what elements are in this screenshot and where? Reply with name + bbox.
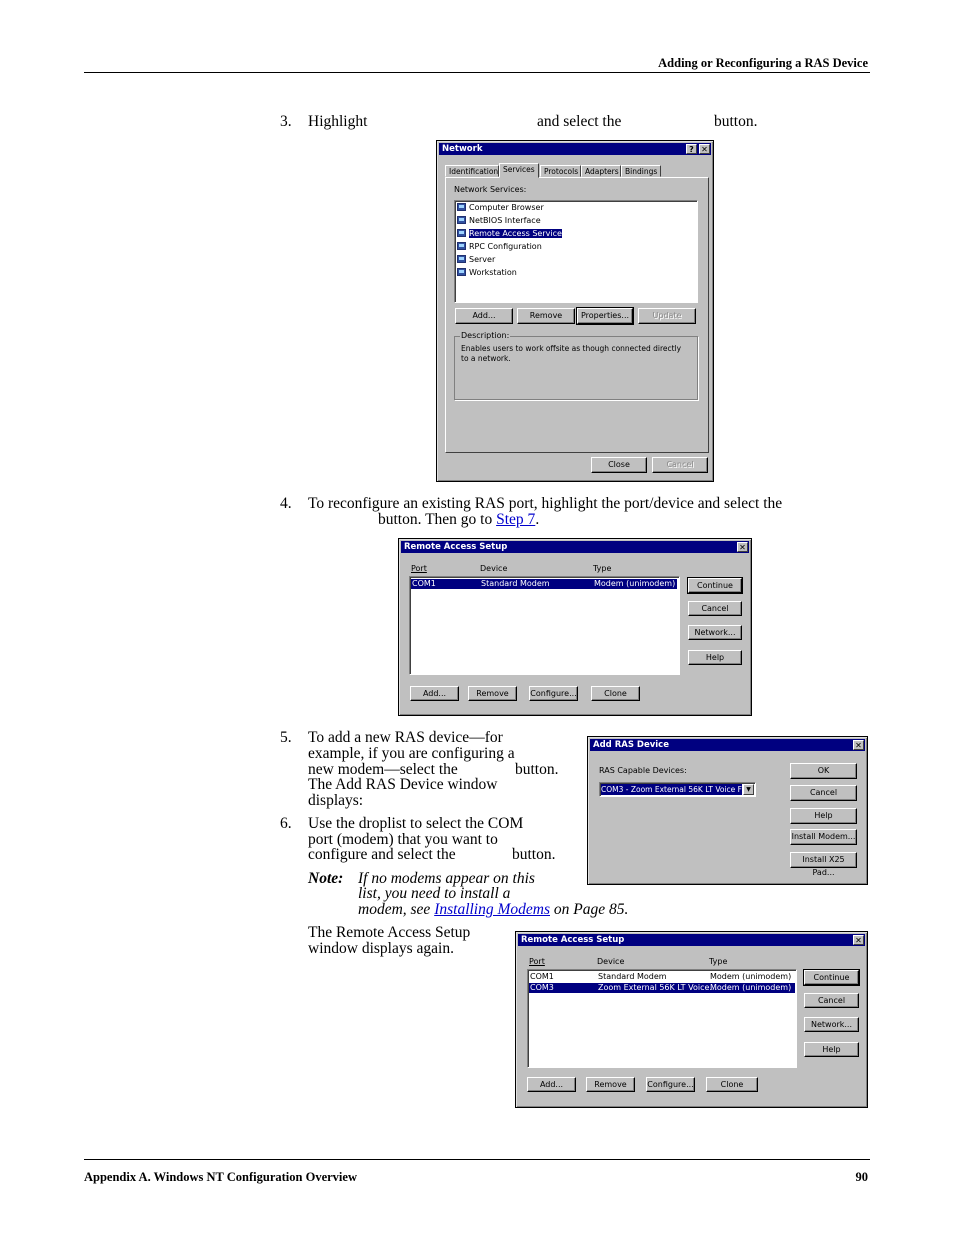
add-ras-title: Add RAS Device xyxy=(593,740,669,750)
add-button[interactable]: Add... xyxy=(455,308,513,324)
tab-bindings[interactable]: Bindings xyxy=(621,165,661,177)
close-icon[interactable]: ✕ xyxy=(737,542,748,552)
step-5-l5: displays: xyxy=(308,792,364,809)
list-item[interactable]: NetBIOS Interface xyxy=(457,216,541,226)
ports-list[interactable] xyxy=(409,576,680,675)
ras-setup-2-title: Remote Access Setup xyxy=(521,935,625,945)
step-6-l3b: button. xyxy=(512,846,556,863)
computer-icon xyxy=(457,229,466,237)
step-4-line1: To reconfigure an existing RAS port, highlight the port/device and select the xyxy=(308,495,783,512)
header-rule xyxy=(84,72,870,73)
install-x25-pad-button[interactable]: Install X25 Pad... xyxy=(790,852,857,868)
remove-button[interactable]: Remove xyxy=(517,308,575,324)
step-5-l4: The Add RAS Device window xyxy=(308,776,498,793)
step-6-l3a: configure and select the xyxy=(308,846,456,863)
update-button[interactable]: Update xyxy=(638,308,696,324)
add-button[interactable]: Add... xyxy=(527,1077,576,1092)
step-7-link[interactable]: Step 7 xyxy=(496,511,536,528)
continue-button[interactable]: Continue xyxy=(804,970,859,985)
computer-icon xyxy=(457,255,466,263)
clone-button[interactable]: Clone xyxy=(591,686,640,701)
network-button[interactable]: Network... xyxy=(804,1017,859,1032)
col-device: Device xyxy=(480,564,508,573)
configure-button[interactable]: Configure... xyxy=(529,686,578,701)
network-dialog xyxy=(436,140,714,482)
step-3-text-b: and select the xyxy=(537,113,622,130)
clone-button[interactable]: Clone xyxy=(706,1077,758,1092)
footer-rule xyxy=(84,1159,870,1160)
tab-identification[interactable]: Identification xyxy=(445,165,499,177)
tab-adapters[interactable]: Adapters xyxy=(581,165,621,177)
list-item[interactable]: RPC Configuration xyxy=(457,242,542,252)
note-l3: modem, see Installing Modems on Page 85. xyxy=(358,901,629,918)
col-port: Port xyxy=(411,564,427,573)
step-5-l2: example, if you are configuring a xyxy=(308,745,515,762)
ras-device-selected: COM3 - Zoom External 56K LT Voice F xyxy=(601,785,742,794)
cancel-button[interactable]: Cancel xyxy=(688,601,742,616)
add-ras-title-bar xyxy=(590,739,865,751)
ras-devices-select[interactable] xyxy=(599,782,756,797)
step-5-l1: To add a new RAS device—for xyxy=(308,729,503,746)
col-device: Device xyxy=(597,957,625,966)
help-button[interactable]: ? xyxy=(686,144,697,154)
help-button[interactable]: Help xyxy=(688,650,742,665)
add-button[interactable]: Add... xyxy=(410,686,459,701)
table-row[interactable]: COM1 Standard Modem Modem (unimodem) xyxy=(412,579,676,588)
step-3-number: 3. xyxy=(280,113,292,130)
table-row-selected[interactable]: COM3 Zoom External 56K LT Voice... Modem (unimodem) xyxy=(529,983,795,993)
installing-modems-link[interactable]: Installing Modems xyxy=(434,901,550,918)
col-port: Port xyxy=(529,957,545,966)
network-title: Network xyxy=(442,144,483,154)
network-title-bar xyxy=(439,143,711,155)
step-5-l3b: button. xyxy=(515,761,559,778)
cancel-button[interactable]: Cancel xyxy=(804,993,859,1008)
network-button[interactable]: Network... xyxy=(688,625,742,640)
add-ras-device-dialog xyxy=(587,736,868,885)
ras-setup-2-title-bar xyxy=(518,934,865,946)
remove-button[interactable]: Remove xyxy=(468,686,517,701)
step-5-l3a: new modem—select the xyxy=(308,761,458,778)
col-type: Type xyxy=(593,564,612,573)
step-6-l2: port (modem) that you want to xyxy=(308,831,498,848)
properties-button[interactable]: Properties... xyxy=(577,308,633,324)
remote-access-setup-dialog-2 xyxy=(515,931,868,1108)
step-4-line2: button. Then go to Step 7. xyxy=(378,511,540,528)
ras-setup-title-bar xyxy=(401,541,749,553)
remove-button[interactable]: Remove xyxy=(586,1077,635,1092)
step-3-text-c: button. xyxy=(714,113,758,130)
install-modem-button[interactable]: Install Modem... xyxy=(790,829,857,845)
step-6-number: 6. xyxy=(280,815,292,832)
chevron-down-icon[interactable]: ▼ xyxy=(743,784,754,795)
continue-button[interactable]: Continue xyxy=(688,578,742,593)
list-item[interactable]: Computer Browser xyxy=(457,203,544,213)
list-item[interactable]: Server xyxy=(457,255,495,265)
tab-services[interactable]: Services xyxy=(499,163,539,178)
again-l2: window displays again. xyxy=(308,940,454,957)
computer-icon xyxy=(457,242,466,250)
note-label: Note: xyxy=(308,870,344,887)
configure-button[interactable]: Configure... xyxy=(646,1077,695,1092)
help-button[interactable]: Help xyxy=(804,1042,859,1057)
services-label: Network Services: xyxy=(454,185,527,194)
ras-setup-title: Remote Access Setup xyxy=(404,542,508,552)
footer-left: Appendix A. Windows NT Configuration Overview xyxy=(84,1170,357,1184)
computer-icon xyxy=(457,268,466,276)
close-icon[interactable]: ✕ xyxy=(853,935,864,945)
services-list[interactable] xyxy=(454,200,698,303)
page-header: Adding or Reconfiguring a RAS Device xyxy=(658,56,868,70)
help-button[interactable]: Help xyxy=(790,808,857,824)
close-icon[interactable]: ✕ xyxy=(853,740,864,750)
computer-icon xyxy=(457,203,466,211)
note-l2: list, you need to install a xyxy=(358,885,511,902)
description-text: Enables users to work offsite as though connected directly to a network. xyxy=(461,344,682,363)
list-item[interactable]: Workstation xyxy=(457,268,517,278)
cancel-button[interactable]: Cancel xyxy=(652,457,708,473)
step-4-number: 4. xyxy=(280,495,292,512)
col-type: Type xyxy=(709,957,728,966)
close-button[interactable]: Close xyxy=(591,457,647,473)
ras-devices-label: RAS Capable Devices: xyxy=(599,766,687,775)
description-label: Description: xyxy=(461,331,510,340)
list-item-selected[interactable]: Remote Access Service xyxy=(457,229,562,239)
note-l1: If no modems appear on this xyxy=(358,870,535,887)
remote-access-setup-dialog xyxy=(398,538,752,716)
step-3-text-a: Highlight xyxy=(308,113,368,130)
tab-protocols[interactable]: Protocols xyxy=(540,165,581,177)
again-l1: The Remote Access Setup xyxy=(308,924,471,941)
close-icon[interactable]: ✕ xyxy=(699,144,710,154)
step-6-l1: Use the droplist to select the COM xyxy=(308,815,524,832)
computer-icon xyxy=(457,216,466,224)
cancel-button[interactable]: Cancel xyxy=(790,785,857,801)
ok-button[interactable]: OK xyxy=(790,763,857,779)
page-number: 90 xyxy=(855,1170,868,1184)
step-5-number: 5. xyxy=(280,729,292,746)
table-row[interactable]: COM1 Standard Modem Modem (unimodem) xyxy=(530,972,792,981)
ports-list[interactable] xyxy=(527,969,797,1068)
